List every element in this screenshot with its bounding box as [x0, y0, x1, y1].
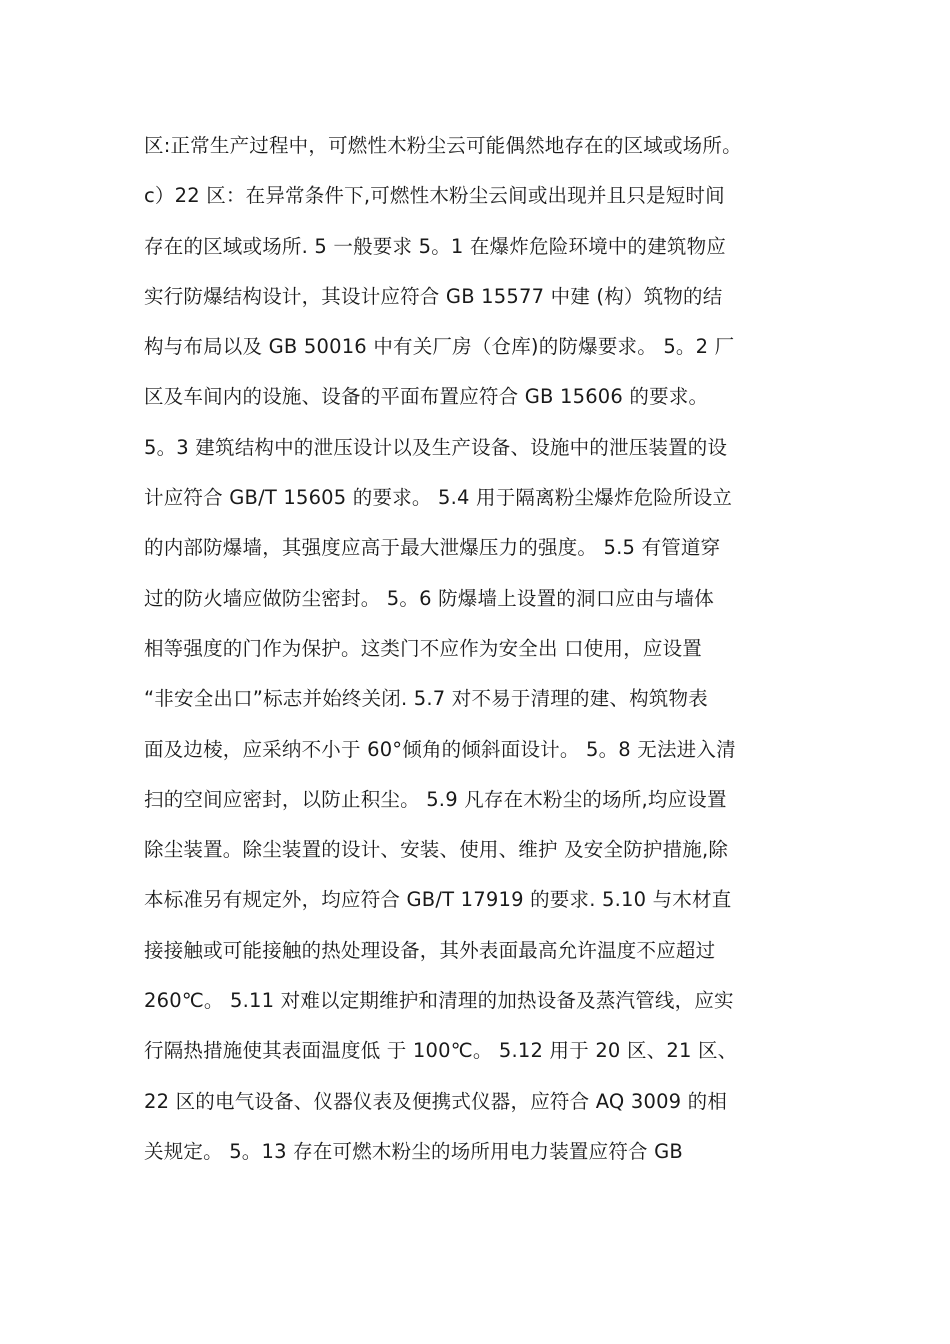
text-line: 行隔热措施使其表面温度低 于 100℃。 5.12 用于 20 区、21 区、	[144, 1039, 738, 1063]
text-line: 构与布局以及 GB 50016 中有关厂房（仓库)的防爆要求。 5。2 厂	[144, 335, 735, 359]
body-text	[144, 131, 844, 1187]
text-line: 实行防爆结构设计，其设计应符合 GB 15577 中建 (构）筑物的结	[144, 284, 723, 308]
text-line: 面及边棱，应采纳不小于 60°倾角的倾斜面设计。 5。8 无法进入清	[144, 737, 736, 761]
text-line: 5。3 建筑结构中的泄压设计以及生产设备、设施中的泄压装置的设	[144, 435, 728, 459]
text-line: 关规定。 5。13 存在可燃木粉尘的场所用电力装置应符合 GB	[144, 1139, 684, 1163]
text-line: “非安全出口”标志并始终关闭. 5.7 对不易于清理的建、构筑物表	[144, 687, 708, 711]
text-line: 的内部防爆墙，其强度应高于最大泄爆压力的强度。 5.5 有管道穿	[144, 536, 721, 560]
text-line: 相等强度的门作为保护。这类门不应作为安全出 口使用，应设置	[144, 636, 702, 660]
text-line: 除尘装置。除尘装置的设计、安装、使用、维护 及安全防护措施,除	[144, 838, 729, 862]
text-line: 260℃。 5.11 对难以定期维护和清理的加热设备及蒸汽管线，应实	[144, 989, 734, 1013]
text-line: 接接触或可能接触的热处理设备，其外表面最高允许温度不应超过	[144, 938, 716, 962]
text-line: 过的防火墙应做防尘密封。 5。6 防爆墙上设置的洞口应由与墙体	[144, 586, 714, 610]
text-line: 计应符合 GB/T 15605 的要求。 5.4 用于隔离粉尘爆炸危险所设立	[144, 486, 733, 510]
text-line: 区及车间内的设施、设备的平面布置应符合 GB 15606 的要求。	[144, 385, 709, 409]
text-line: 扫的空间应密封，以防止积尘。 5.9 凡存在木粉尘的场所,均应设置	[144, 787, 727, 811]
text-line: 22 区的电气设备、仪器仪表及便携式仪器，应符合 AQ 3009 的相	[144, 1089, 728, 1113]
text-line: 本标准另有规定外，均应符合 GB/T 17919 的要求. 5.10 与木材直	[144, 888, 732, 912]
text-line: 存在的区域或场所. 5 一般要求 5。1 在爆炸危险环境中的建筑物应	[144, 234, 727, 258]
text-line: c）22 区：在异常条件下,可燃性木粉尘云间或出现并且只是短时间	[144, 184, 725, 208]
text-line: 区:正常生产过程中，可燃性木粉尘云可能偶然地存在的区域或场所。	[144, 134, 742, 157]
